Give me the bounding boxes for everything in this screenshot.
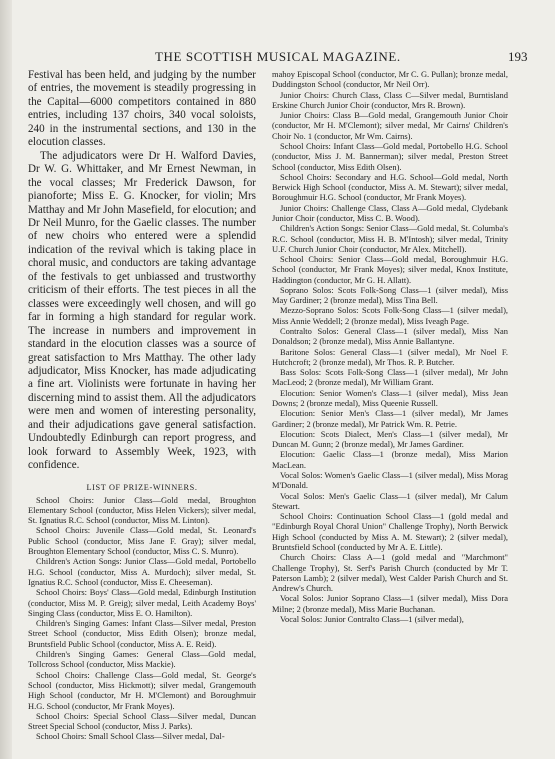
prize-entry: Vocal Solos: Junior Soprano Class—1 (silver medal), Miss Dora Milne; 2 (bronze medal), Miss Marie Buchanan. — [272, 593, 508, 614]
page-gutter-shadow — [0, 0, 12, 759]
prize-entry: School Choirs: Junior Class—Gold medal, Broughton Elementary School (conductor, Miss Helen Vickers); silver medal, St. Ignatius R.C. School (conductor, Miss M. Linton). — [28, 494, 256, 526]
page-header — [0, 49, 555, 63]
prize-entry: School Choirs: Continuation School Class—1 (gold medal and "Edinburgh Royal Choral Union" Challenge Trophy), North Berwick High School (conducted by Miss A. M. Stewart); 2 (silver medal), Bruntsfield School (conducted by Mr A. E. Little). — [272, 511, 508, 552]
prize-list-left — [28, 495, 256, 742]
left-column — [28, 69, 256, 742]
prize-entry: Vocal Solos: Women's Gaelic Class—1 (silver medal), Miss Morag M'Donald. — [272, 469, 508, 491]
prize-entry: Elocution: Senior Men's Class—1 (silver medal), Mr James Gardiner; 2 (bronze medal), Mr Patrick Wm. R. Petrie. — [272, 408, 508, 429]
prize-entry: Children's Action Songs: Junior Class—Gold medal, Portobello H.G. School (conductor, Miss A. Murdoch); silver medal, St. Ignatius R.C. School (conductor, Miss E. Cheeseman). — [28, 556, 256, 587]
prize-entry: Mezzo-Soprano Solos: Scots Folk-Song Class—1 (silver medal), Miss Annie Weddell; 2 (bronze medal), Miss Iveagh Page. — [272, 305, 508, 326]
prize-entry: Junior Choirs: Church Class, Class C—Silver medal, Burntisland Erskine Church Junior Choir (conductor, Mrs R. Brown). — [272, 89, 508, 110]
page-number: 193 — [508, 49, 528, 64]
prize-entry: Church Choirs: Class A—1 (gold medal and "Marchmont" Challenge Trophy), St. Serf's Parish Church (conducted by Mr T. Paterson Lamb); 2 (silver medal), West Calder Parish Church and St. Andrew's Church. — [272, 552, 508, 594]
prize-entry: Vocal Solos: Men's Gaelic Class—1 (silver medal), Mr Calum Stewart. — [272, 490, 508, 511]
prize-entry: Junior Choirs: Class B—Gold medal, Grangemouth Junior Choir (conductor, Mr H. M'Clemont); silver medal, Mr Cairns' Children's Choir No. 1 (conductor, Mr Wm. Cairns). — [272, 110, 508, 141]
prize-entry: Children's Singing Games: Infant Class—Silver medal, Preston Street School (conductor, Miss Edith Olsen); bronze medal, Bruntsfield Public School (conductor, Miss A. E. Reid). — [28, 618, 256, 649]
prize-entry: Contralto Solos: General Class—1 (silver medal), Miss Nan Donaldson; 2 (bronze medal), Miss Annie Ballantyne. — [272, 326, 508, 347]
prize-entry-continuation: mahoy Episcopal School (conductor, Mr C. G. Pullan); bronze medal, Duddingston School (conductor, Mr Neil Orr). — [272, 69, 508, 90]
festival-report — [28, 69, 256, 473]
prize-entry: Soprano Solos: Scots Folk-Song Class—1 (silver medal), Miss May Gardiner; 2 (bronze medal), Miss Tina Bell. — [272, 284, 508, 306]
report-paragraph: The adjudicators were Dr H. Walford Davies, Dr W. G. Whittaker, and Mr Ernest Newman, in the vocal classes; Mr Frederick Dawson, for pianoforte; Miss E. G. Knocker, for violin; Mrs Matthay and Mr John Masefield, for elocution; and Dr Neil Munro, for the Gaelic classes. The number of new choirs who entered were a splendid indication of the revival which is taking place in choral music, and conductors are taking advantage of the festivals to get unbiassed and trustworthy criticism of their efforts. The test pieces in all the classes were exceedingly well chosen, and will go far in forming a high standard for regular work. The increase in numbers and improvement in standard in the elocution classes was a source of great satisfaction to Mrs Matthay. The other lady adjudicator, Miss Knocker, has made adjudicating a fine art. Violinists were fortunate in having her discerning mind to assist them. All the adjudicators were men and women of interesting personality, and their adjudications gave general satisfaction. Undoubtedly Edinburgh can report progress, and look forward to Assembly Week, 1923, with confidence. — [28, 149, 256, 472]
prize-entry: School Choirs: Juvenile Class—Gold medal, St. Leonard's Public School (conductor, Miss Jane F. Gray); silver medal, Broughton Elementary School (conductor, Miss C. S. Munro). — [28, 525, 256, 557]
running-title: THE SCOTTISH MUSICAL MAGAZINE. — [155, 49, 401, 64]
prize-entry: Elocution: Gaelic Class—1 (bronze medal), Miss Marion MacLean. — [272, 449, 508, 470]
report-paragraph: Festival has been held, and judging by the number of entries, the movement is steadily progressing in the Capital—6000 competitors contained in 880 entries, including 137 choirs, 340 vocal soloists, 240 in the instrumental sections, and 130 in the elocution classes. — [28, 69, 256, 149]
prize-entry: School Choirs: Boys' Class—Gold medal, Edinburgh Institution (conductor, Miss M. P. Greig); silver medal, Leith Academy Boys' Singing Class (conductor, Miss E. O. Hamilton). — [28, 587, 256, 618]
prize-winners-heading: LIST OF PRIZE-WINNERS. — [86, 482, 198, 492]
prize-entry: Junior Choirs: Challenge Class, Class A—Gold medal, Clydebank Junior Choir (conductor, Miss C. B. Wood). — [272, 202, 508, 223]
prize-entry: School Choirs: Small School Class—Silver medal, Dal- — [36, 731, 225, 742]
prize-entry: Bass Solos: Scots Folk-Song Class—1 (silver medal), Mr John MacLeod; 2 (bronze medal), Mr William Grant. — [272, 367, 508, 388]
prize-entry: Vocal Solos: Junior Contralto Class—1 (silver medal), — [280, 613, 464, 624]
prize-entry: School Choirs: Senior Class—Gold medal, Boroughmuir H.G. School (conductor, Mr Frank Moyes); silver medal, Knox Institute, Haddington (conductor, Mr G. H. Allatt). — [272, 254, 508, 285]
right-column — [272, 69, 508, 624]
prize-entry: School Choirs: Challenge Class—Gold medal, St. George's School (conductor, Miss Hickmott); silver medal, Grangemouth High School (conductor, Mr H. M'Clemont) and Boroughmuir H.G. School (conductor, Mr Frank Moyes). — [28, 669, 256, 711]
prize-entry: School Choirs: Infant Class—Gold medal, Portobello H.G. School (conductor, Miss J. M. Bannerman); silver medal, Preston Street School (conductor, Miss Edith Olsen). — [272, 140, 508, 172]
prize-entry: Elocution: Senior Women's Class—1 (silver medal), Miss Jean Downs; 2 (bronze medal), Miss Queenie Russell. — [272, 387, 508, 408]
prize-entry: School Choirs: Secondary and H.G. School—Gold medal, North Berwick High School (conductor, Miss A. M. Stewart); silver medal, Boroughmuir H.G. School (conductor, Mr Frank Moyes). — [272, 171, 508, 203]
prize-entry: Children's Action Songs: Senior Class—Gold medal, St. Columba's R.C. School (conductor, Miss H. B. M'Intosh); silver medal, Trinity U.F. Church Junior Choir (conductor, Mr Alex. Mitchell). — [272, 223, 508, 254]
prize-entry: Elocution: Scots Dialect, Men's Class—1 (silver medal), Mr Duncan M. Gunn; 2 (bronze medal), Mr James Gardiner. — [272, 428, 508, 450]
prize-entry: Children's Singing Games: General Class—Gold medal, Tollcross School (conductor, Miss Mackie). — [28, 649, 256, 670]
prize-entry: Baritone Solos: General Class—1 (silver medal), Mr Noel F. Hutchcroft; 2 (bronze medal), Mr Thos. R. P. Butcher. — [272, 346, 508, 367]
prize-entry: School Choirs: Special School Class—Silver medal, Duncan Street Special School (conductor, Miss J. Parks). — [28, 710, 256, 732]
